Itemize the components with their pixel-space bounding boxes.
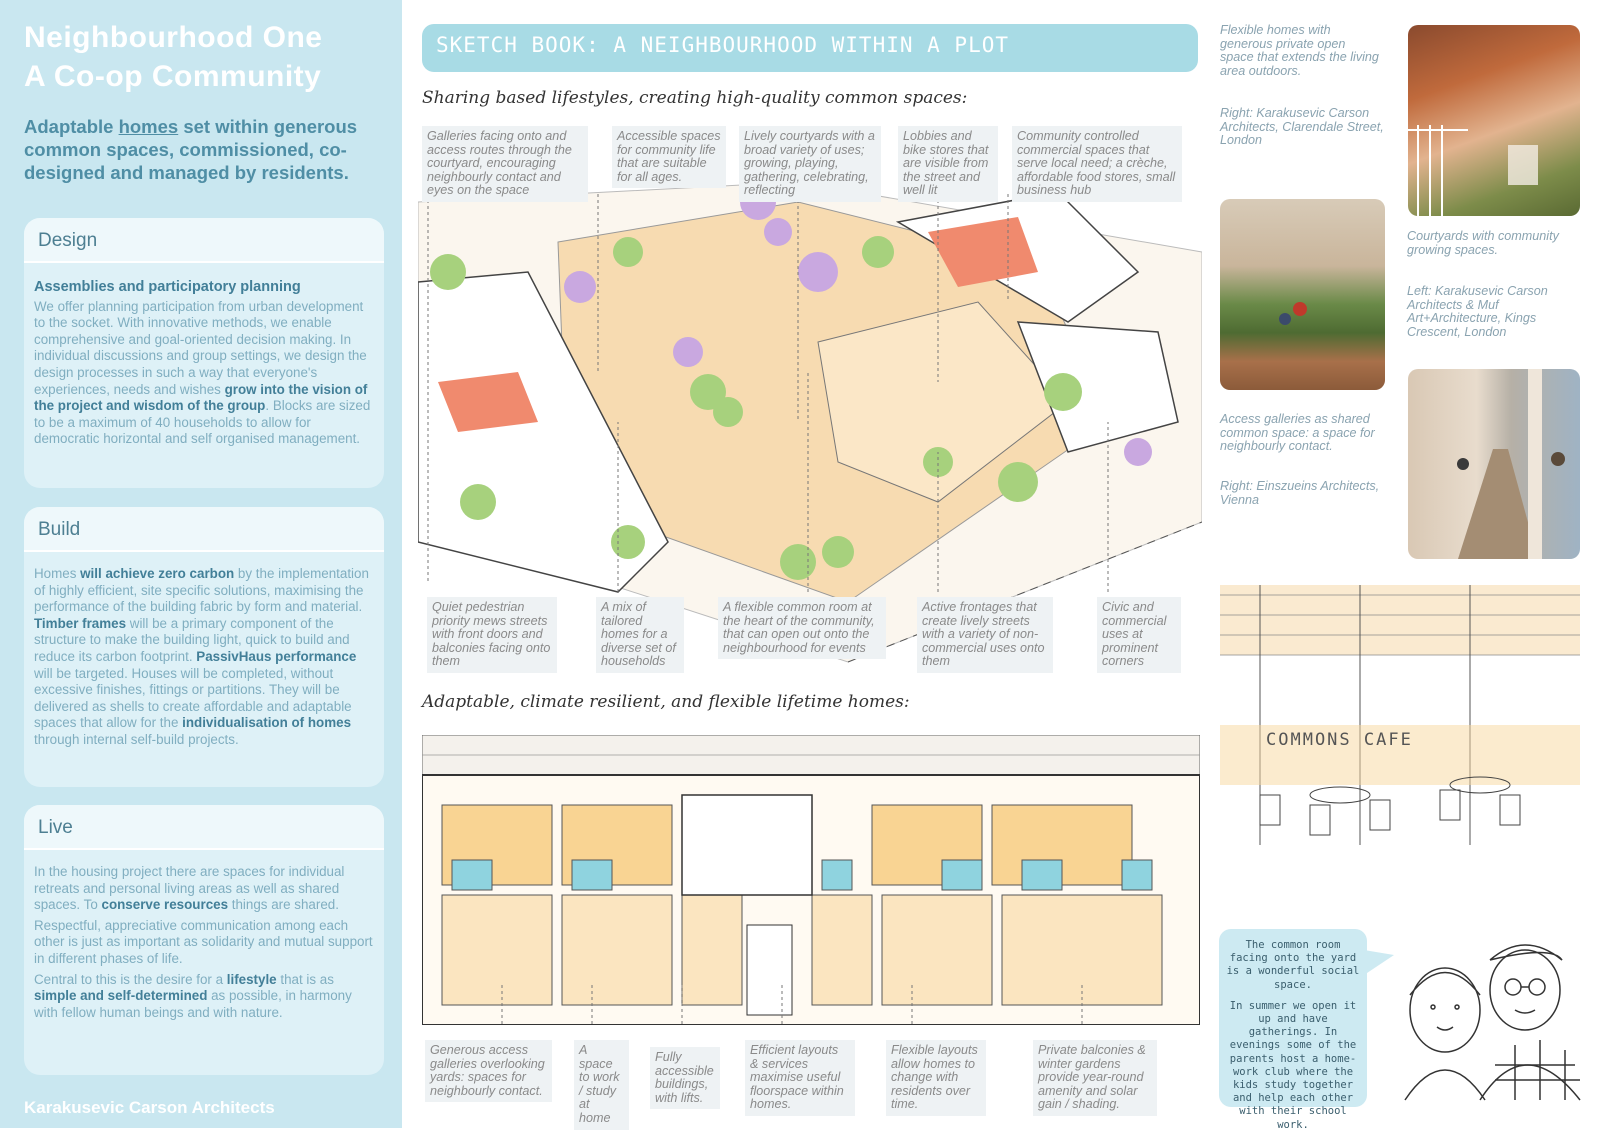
caption-einszueins: Right: Einszueins Architects, Vienna (1220, 479, 1380, 507)
label-active-frontages: Active frontages that create lively streets with a variety of non-commercial uses onto them (917, 597, 1053, 673)
design-card (24, 218, 384, 488)
label-civic-corners: Civic and commercial uses at prominent corners (1097, 597, 1181, 673)
speech-text-1: The common room facing onto the yard is a wonderful social space. (1226, 939, 1360, 991)
label-generous-galleries: Generous access galleries overlooking yards: spaces for neighbourly contact. (425, 1040, 552, 1102)
design-heading: Design (24, 218, 384, 263)
label-flexible-common-room: A flexible common room at the heart of the community, that can open out onto the neighbourhood for events (718, 597, 886, 659)
build-heading: Build (24, 507, 384, 552)
section-heading-1: Sharing based lifestyles, creating high-quality common spaces: (422, 88, 968, 108)
intro-post: set within generous common spaces, commissioned, co-designed and managed by residents. (24, 116, 358, 183)
sketch-book-banner: SKETCH BOOK: A NEIGHBOURHOOD WITHIN A PLOT (422, 24, 1198, 72)
label-accessible-buildings: Fully accessible buildings, with lifts. (650, 1047, 720, 1109)
build-text: Homes will achieve zero carbon by the implementation of highly efficient, site specific solutions, maximising the performance of the building fabric by form and material. Timber frames will be a primary component of the structure to make the building light, quick to build and reduce its carbon footprint. PassivHaus performance will be targeted. Houses will be completed, without excessive finishes, fittings or partitions. They will be delivered as shells to create affordable and adaptable spaces that allow for the individualisation of homes through internal self-build projects. (34, 566, 369, 747)
caption-flexible-homes: Flexible homes with generous private open space that extends the living area outdoors. (1220, 23, 1379, 78)
label-work-space: A space to work / study at home (574, 1040, 629, 1130)
live-card (24, 805, 384, 1075)
caption-courtyards: Courtyards with community growing spaces. (1407, 229, 1559, 257)
label-pedestrian-mews: Quiet pedestrian priority mews streets with front doors and balconies facing onto them (427, 597, 557, 673)
sidebar (0, 0, 402, 1128)
floor-plan-sketch (422, 735, 1200, 1025)
section-heading-2: Adaptable, climate resilient, and flexible lifetime homes: (422, 692, 910, 712)
label-galleries: Galleries facing onto and access routes through the courtyard, encouraging neighbourly contact and eyes on the space (422, 126, 588, 202)
photo-access-gallery (1408, 369, 1580, 559)
homes-link[interactable]: homes (118, 116, 179, 137)
label-private-balconies: Private balconies & winter gardens provide year-round amenity and solar gain / shading. (1033, 1040, 1157, 1116)
live-heading: Live (24, 805, 384, 850)
commons-cafe-sign: COMMONS CAFE (1266, 730, 1413, 750)
label-efficient-layouts: Efficient layouts & services maximise useful floorspace within homes. (745, 1040, 855, 1116)
caption-access-galleries: Access galleries as shared common space: a space for neighbourly contact. (1220, 412, 1375, 454)
label-flexible-layouts: Flexible layouts allow homes to change with residents over time. (886, 1040, 986, 1116)
label-lively-courtyards: Lively courtyards with a broad variety of uses; growing, playing, gathering, celebrating, reflecting (739, 126, 881, 202)
label-mix-of-homes: A mix of tailored homes for a diverse set of households (596, 597, 684, 673)
title-line-2: A Co-op Community (24, 60, 322, 93)
speech-text-2: In summer we open it up and have gatherings. In evenings some of the parents host a home-work club where the kids study together and help each other with their school work. (1229, 999, 1357, 1131)
speech-bubble (1219, 929, 1367, 1131)
title-line-1: Neighbourhood One (24, 21, 323, 54)
caption-kings-crescent: Left: Karakusevic Carson Architects & Muf Art+Architecture, Kings Crescent, London (1407, 284, 1548, 339)
intro-pre: Adaptable (24, 116, 119, 137)
photo-courtyard (1220, 199, 1385, 390)
page-title (24, 18, 322, 96)
footer-credit: Karakusevic Carson Architects (24, 1098, 275, 1117)
live-text-1: In the housing project there are spaces for individual retreats and personal living areas as well as shared spaces. To conserve resources things are shared. (34, 864, 345, 913)
design-subheading: Assemblies and participatory planning (34, 279, 301, 295)
residents-sketch-illustration (1385, 915, 1585, 1105)
photo-balcony (1408, 25, 1580, 216)
label-community-commercial: Community controlled commercial spaces that serve local need; a crèche, affordable food stores, small business hub (1012, 126, 1182, 202)
live-text-2: Respectful, appreciative communication among each other is just as important as solidarity and mutual support in different phases of life. (34, 917, 373, 966)
caption-clarendale: Right: Karakusevic Carson Architects, Clarendale Street, London (1220, 106, 1384, 148)
intro-text (24, 115, 374, 184)
build-card (24, 507, 384, 787)
live-text-3: Central to this is the desire for a lifestyle that is as simple and self-determined as possible, in harmony with fellow human beings and with nature. (34, 971, 352, 1020)
axonometric-sketch (418, 122, 1202, 672)
label-accessible-spaces: Accessible spaces for community life that are suitable for all ages. (612, 126, 726, 188)
label-lobbies: Lobbies and bike stores that are visible from the street and well lit (898, 126, 998, 202)
design-text: We offer planning participation from urban development to the socket. With innovative methods, we enable comprehensive and goal-oriented decision making. In individual discussions and group settings, we design the design processes in such a way that everyone's experiences, needs and wishes grow into the vision of the project and wisdom of the group. Blocks are sized to be a maximum of 40 households to allow for democratic horizontal and self organised management. (34, 298, 371, 447)
